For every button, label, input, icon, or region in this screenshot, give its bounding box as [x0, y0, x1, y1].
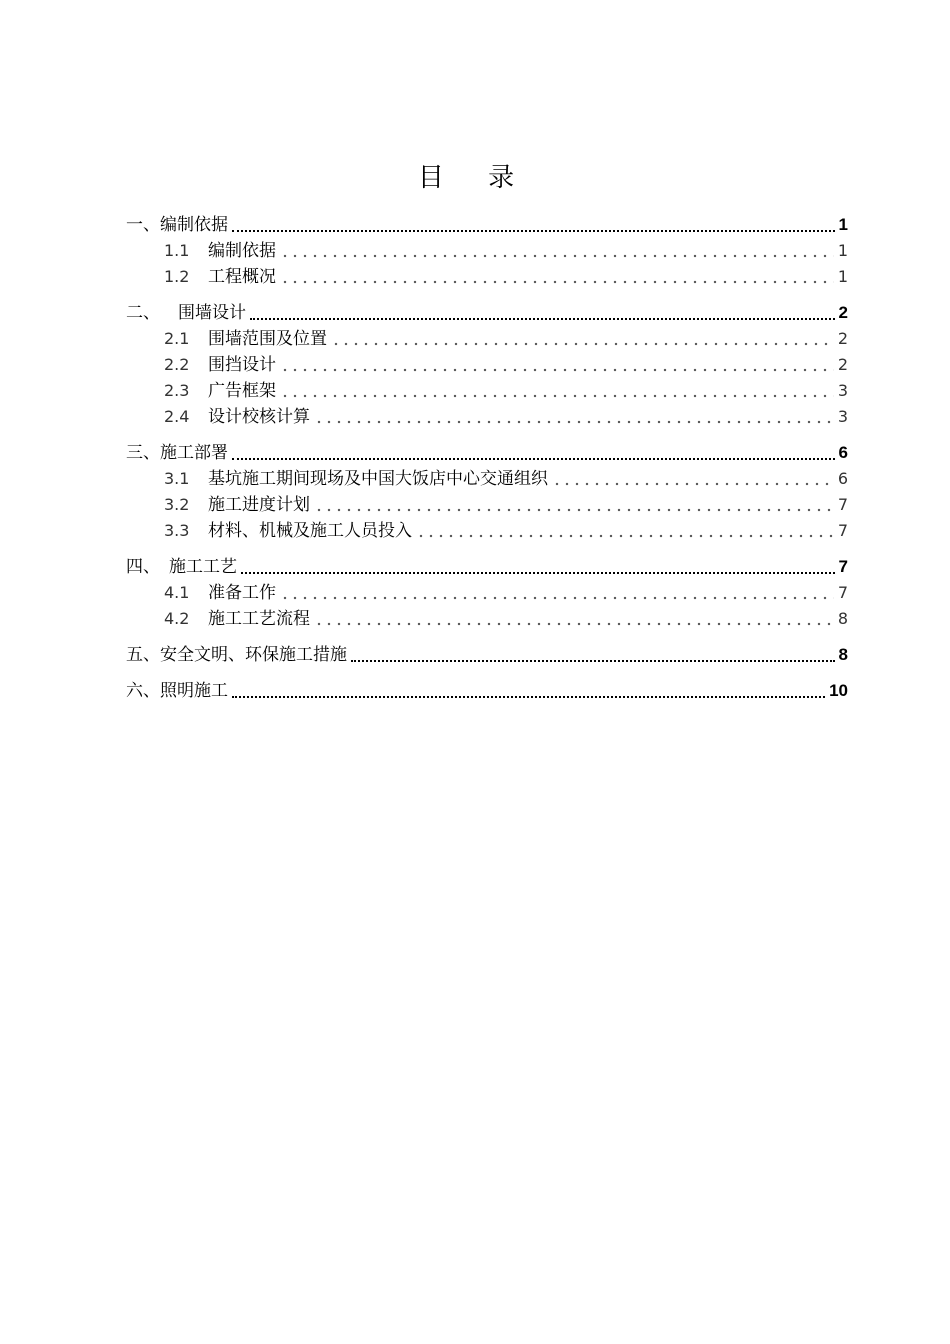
dot-leader	[280, 368, 834, 372]
toc-entry-number: 4.1	[164, 583, 190, 602]
toc-entry-label: 工程概况	[208, 267, 276, 287]
toc-entry-number: 4.2	[164, 609, 190, 628]
toc-entry-label: 围挡设计	[208, 355, 276, 375]
toc-entry-2-1[interactable]	[126, 326, 848, 352]
toc-entry-number: 四、	[126, 557, 160, 577]
dot-leader	[232, 230, 835, 232]
dot-leader	[280, 596, 834, 600]
toc-entry-page: 7	[838, 557, 848, 576]
toc-entry-1-1[interactable]	[126, 238, 848, 264]
toc-entry-number: 六、	[126, 681, 160, 701]
dot-leader	[280, 394, 834, 398]
toc-entry-3-1[interactable]	[126, 466, 848, 492]
dot-leader	[232, 458, 835, 460]
dot-leader	[314, 420, 834, 424]
toc-entry-number: 1.1	[164, 241, 190, 260]
toc-entry-4-2[interactable]	[126, 606, 848, 632]
toc-entry-2-2[interactable]	[126, 352, 848, 378]
toc-entry-page: 6	[838, 443, 848, 462]
toc-entry-page: 1	[837, 241, 848, 260]
dot-leader	[232, 696, 825, 698]
toc-entry-page: 7	[837, 583, 848, 602]
toc-entry-page: 8	[838, 645, 848, 664]
toc-entry-label: 施工工艺流程	[208, 609, 310, 629]
toc-entry-label: 照明施工	[160, 681, 228, 701]
toc-entry-4[interactable]	[126, 554, 848, 580]
toc-entry-number: 3.3	[164, 521, 190, 540]
table-of-contents	[126, 212, 848, 704]
toc-entry-number: 2.4	[164, 407, 190, 426]
toc-entry-page: 10	[829, 681, 848, 700]
toc-entry-page: 8	[837, 609, 848, 628]
dot-leader	[280, 254, 834, 258]
dot-leader	[331, 342, 834, 346]
toc-entry-6[interactable]	[126, 678, 848, 704]
toc-entry-number: 三、	[126, 443, 160, 463]
toc-entry-label: 施工工艺	[169, 557, 237, 577]
toc-entry-number: 2.2	[164, 355, 190, 374]
toc-entry-page: 2	[837, 355, 848, 374]
toc-entry-label: 准备工作	[208, 583, 276, 603]
toc-entry-number: 一、	[126, 215, 160, 235]
toc-entry-label: 施工部署	[160, 443, 228, 463]
toc-entry-label: 围墙范围及位置	[208, 329, 327, 349]
toc-entry-page: 3	[837, 381, 848, 400]
toc-entry-label: 围墙设计	[178, 303, 246, 323]
toc-entry-page: 3	[837, 407, 848, 426]
toc-entry-label: 施工进度计划	[208, 495, 310, 515]
toc-entry-2-4[interactable]	[126, 404, 848, 430]
toc-entry-label: 基坑施工期间现场及中国大饭店中心交通组织	[208, 469, 548, 489]
toc-entry-page: 2	[837, 329, 848, 348]
toc-entry-label: 材料、机械及施工人员投入	[208, 521, 412, 541]
toc-entry-number: 2.3	[164, 381, 190, 400]
toc-entry-label: 设计校核计算	[208, 407, 310, 427]
toc-entry-page: 1	[838, 215, 848, 234]
toc-entry-label: 编制依据	[208, 241, 276, 261]
toc-entry-number: 3.2	[164, 495, 190, 514]
dot-leader	[314, 622, 834, 626]
toc-entry-number: 3.1	[164, 469, 190, 488]
toc-entry-2-3[interactable]	[126, 378, 848, 404]
toc-entry-label: 编制依据	[160, 215, 228, 235]
toc-entry-page: 7	[837, 521, 848, 540]
toc-entry-label: 广告框架	[208, 381, 276, 401]
toc-entry-number: 二、	[126, 303, 160, 323]
dot-leader	[314, 508, 834, 512]
toc-entry-3-3[interactable]	[126, 518, 848, 544]
toc-entry-number: 2.1	[164, 329, 190, 348]
toc-entry-page: 6	[837, 469, 848, 488]
toc-entry-label: 安全文明、环保施工措施	[160, 645, 347, 665]
toc-entry-2[interactable]	[126, 300, 848, 326]
dot-leader	[351, 660, 835, 662]
dot-leader	[280, 280, 834, 284]
dot-leader	[552, 482, 834, 486]
toc-title: 目 录	[417, 163, 533, 193]
dot-leader	[241, 572, 835, 574]
toc-entry-4-1[interactable]	[126, 580, 848, 606]
dot-leader	[416, 534, 834, 538]
toc-entry-3-2[interactable]	[126, 492, 848, 518]
toc-entry-number: 五、	[126, 645, 160, 665]
toc-entry-5[interactable]	[126, 642, 848, 668]
toc-entry-number: 1.2	[164, 267, 190, 286]
toc-entry-page: 7	[837, 495, 848, 514]
toc-entry-3[interactable]	[126, 440, 848, 466]
toc-entry-1[interactable]	[126, 212, 848, 238]
toc-entry-page: 1	[837, 267, 848, 286]
toc-entry-1-2[interactable]	[126, 264, 848, 290]
toc-entry-page: 2	[838, 303, 848, 322]
dot-leader	[250, 318, 835, 320]
